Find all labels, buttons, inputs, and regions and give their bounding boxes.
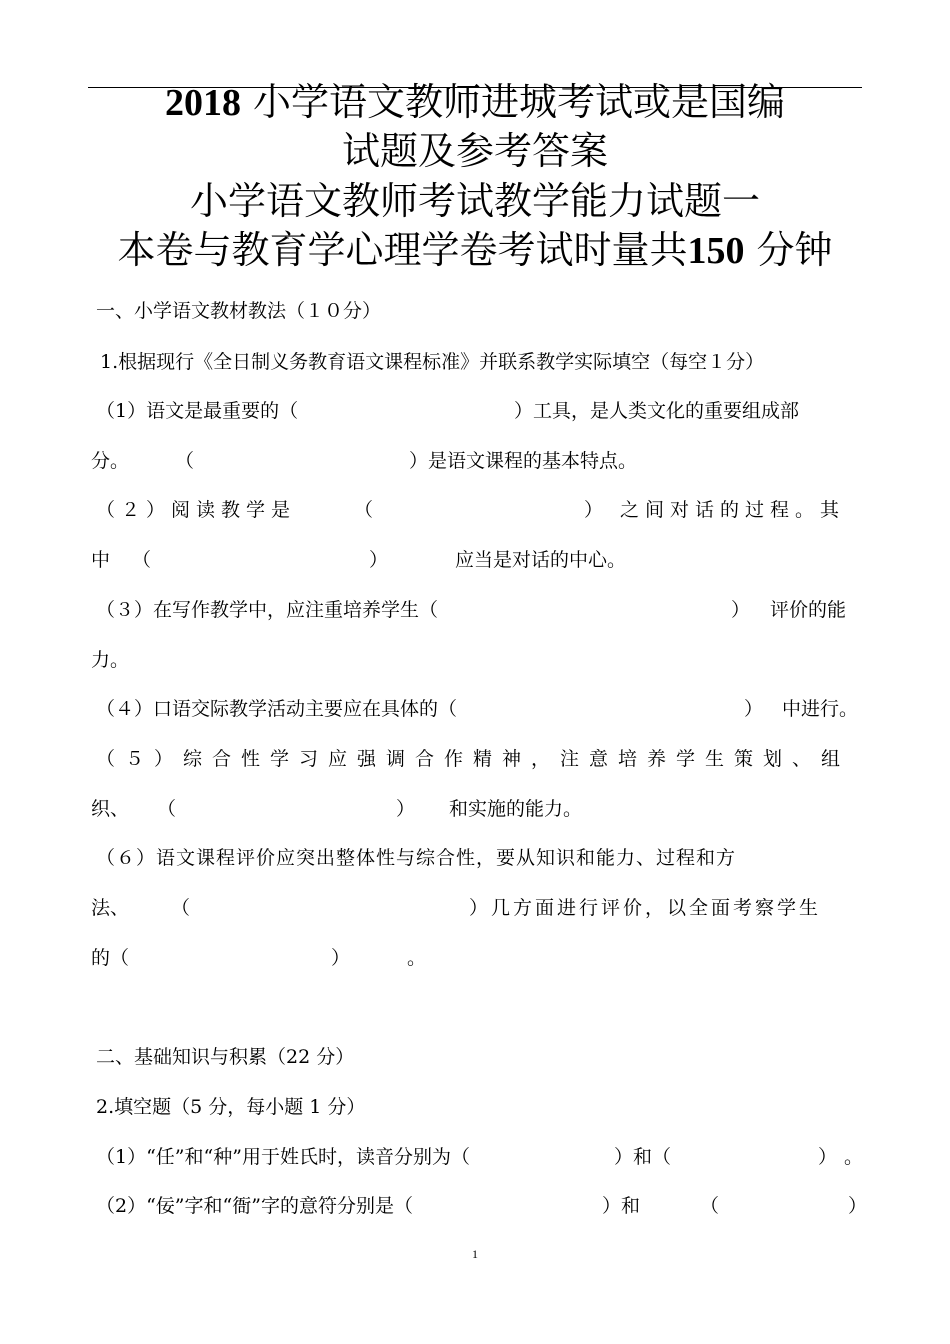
item-6-line-3: 的（ ） 。 bbox=[91, 947, 427, 969]
section2-heading: 二、基础知识与积累（22 分） bbox=[96, 1046, 355, 1068]
item-3-line-1: （３）在写作教学中，应注重培养学生（ ） 评价的能 bbox=[96, 599, 847, 621]
item-6-line-1: （６）语文课程评价应突出整体性与综合性，要从知识和能力、过程和方 bbox=[96, 847, 737, 869]
item-2-line-2: 中 （ ） 应当是对话的中心。 bbox=[91, 549, 627, 571]
item-5-line-1: （５）综合性学习应强调合作精神，注意培养学生策划、组 bbox=[96, 748, 851, 770]
question-2-2: （2）“佞”字和“衙”字的意符分别是（ ）和 （ ） bbox=[96, 1195, 868, 1217]
question-1: 1.根据现行《全日制义务教育语文课程标准》并联系教学实际填空（每空１分） bbox=[100, 351, 765, 373]
page-number: 1 bbox=[472, 1247, 478, 1261]
title-line-2: 试题及参考答案 bbox=[341, 129, 608, 173]
item-2-line-1: （２）阅读教学是 （ ） 之间对话的过程。其 bbox=[96, 499, 846, 521]
item-3-line-2: 力。 bbox=[91, 649, 130, 671]
item-4-line: （４）口语交际教学活动主要应在具体的（ ） 中进行。 bbox=[96, 698, 859, 720]
title-line-4: 本卷与教育学心理学卷考试时量共150 分钟 bbox=[117, 228, 833, 272]
item-5-line-2: 织、 （ ） 和实施的能力。 bbox=[91, 798, 583, 820]
item-6-line-2: 法、 （ ）几方面进行评价，以全面考察学生 bbox=[91, 897, 822, 919]
title-line-1: 2018 小学语文教师进城考试或是国编 bbox=[164, 80, 786, 124]
title-line-3: 小学语文教师考试教学能力试题一 bbox=[189, 179, 760, 223]
question-2: 2.填空题（5 分，每小题 1 分） bbox=[96, 1096, 366, 1118]
question-2-1: （1）“任”和“种”用于姓氏时，读音分别为（ ）和（ ） 。 bbox=[96, 1146, 864, 1168]
section1-heading: 一、小学语文教材教法（１０分） bbox=[96, 300, 382, 322]
item-1-line-1: （1）语文是最重要的（ ）工具，是人类文化的重要组成部 bbox=[96, 400, 800, 422]
item-1-line-2: 分。 （ ）是语文课程的基本特点。 bbox=[91, 450, 638, 472]
